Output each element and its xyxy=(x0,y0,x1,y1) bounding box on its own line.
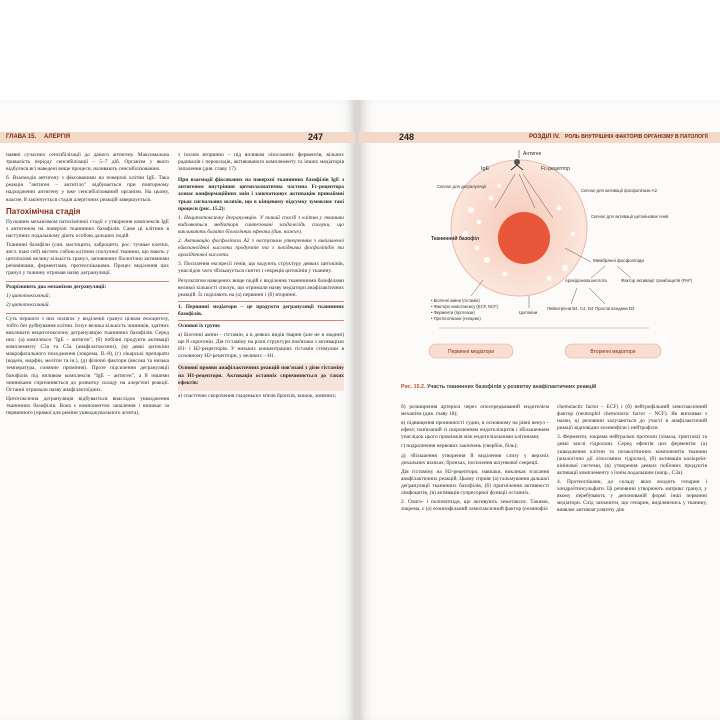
antigen-label: Антиген xyxy=(523,151,542,157)
antigen-icon xyxy=(514,159,520,165)
left-column-2 xyxy=(178,152,344,402)
section-title: Патохімічна стадія xyxy=(6,206,81,216)
left-page xyxy=(0,100,356,720)
subheading: 1. Первинні медіатори – це продукти дегрануляції тканинних базофілів. xyxy=(178,301,344,318)
ige-label: IgE xyxy=(481,166,490,172)
signal-cytokine-label: Сигнал для активації цитокінових генів xyxy=(591,214,669,219)
right-column-1 xyxy=(401,404,549,515)
bold-paragraph: При взаємодії фіксованих на поверхні тканинних базофілів IgE з антигеном внутрішня цитоплазматична частина Fc-рецептора зазнає конформаційних змін і започатковує активацію принаймні трьох сигнальних шляхів, що в кінцевому підсумку зумовлює такі процеси (рис. 15.2): xyxy=(178,177,344,212)
arachidonic-acid-label: Арахідонова кислота xyxy=(565,278,607,283)
signal-phospholipase-label: Сигнал для активації фосфоліпази A2 xyxy=(581,188,658,193)
list-item: 1. Нецитотоксичну дегрануляцію. У такий спосіб з клітин у тканини виділяються медіатори синтезовані заздалегідь сполуки, що викликають багато біологічних ефекти (див. нижче). xyxy=(178,214,344,235)
fc-receptor-label: Fc-рецептор xyxy=(541,166,570,172)
list-item: 3. Посилення експресії генів, що кодують структуру деяких цитокінів, унаслідок чого збільшується синтез і секреція цитокінів у тканину. xyxy=(178,261,344,275)
right-page xyxy=(359,100,720,720)
highlight-box xyxy=(6,281,169,314)
box-title: Розрізняють два механізми дегрануляції: xyxy=(6,283,107,290)
nucleus xyxy=(498,212,550,264)
leukotrienes-label: Лейкотрієни B4, C4, D4 xyxy=(547,306,594,311)
paragraph: 4. Протеоглікани, до складу яких входить гепарин і хондроїтинсульфати. Ці речовини утворюють матрикс гранул, у якому перебувають у депонованій формі інші первинні медіатори. Слід зазначити, що гепарин, виділяючись у тканину, виявляє антикоагулянтну дію xyxy=(557,478,707,514)
paragraph: 2. Олиго- і поліпептиди, що активують хемотаксис. Такими, зокрема, є (а) еозинофільний хемотаксичний фактор (еозинофіл xyxy=(401,499,549,513)
paragraph: наявні сучасних сенсибілізації до даного антигену. Максимальна тривалість періоду сенсибілізації – 5–7 діб. Організм у якого відбулися всі наведені вище процеси, називають сенсибілізованим. xyxy=(6,152,169,173)
part-label: РОЗДІЛ IV. xyxy=(529,134,560,140)
paragraph: Результатом наведених вище подій є виділення тканинними базофілами великої кількості сполук, що отримали назву медіатори анафілактичних реакцій. Їх поділяють на (а) первинні і (б) вторинні. xyxy=(178,277,344,298)
mast-cell-figure xyxy=(359,148,720,378)
primary-mediators-label: Первинні медіатори xyxy=(447,349,495,355)
highlight-box xyxy=(178,363,344,390)
secondary-mediators-label: Вторинні медіатори xyxy=(590,349,636,355)
part-title: РОЛЬ ВНУТРІШНІХ ФАКТОРІВ ОРГАНІЗМУ В ПАТОЛОГІЇ xyxy=(565,134,708,140)
box-text: Основні прояви анафілактичних реакцій пов'язані з дією гістаміну на H1-рецептори. Активація останніх спричиняється до таких ефектів: xyxy=(178,365,344,386)
cytokines-label: Цитокіни xyxy=(519,310,538,315)
paragraph: а) спастичне скорочення гладеньких м'язів бронхів, кишок, жовчних; xyxy=(178,392,337,399)
mediator-item: • Протеоглікани (гепарин) xyxy=(431,316,481,321)
figure-caption xyxy=(401,384,701,390)
subheading: Основні їх групи: xyxy=(178,320,344,330)
paragraph: Тканинні базофіли (син. мастоцити, лаброцити, рос. тучные клетки, англ. mast cell) містять собою клітини сполучної тканини, що мають у цитоплазмі велику кількість гранул, заповнених біологічно активними речовинами, ферментами, протеогліканами. Процес виділення цих гранул у тканину отримав назву дегрануляції. xyxy=(6,242,169,277)
paf-label: Фактор активації тромбоцитів (PAF) xyxy=(621,278,693,283)
box-item: 2) цитотоксичний. xyxy=(6,301,50,308)
paragraph: 3. Ферменти, зокрема нейтральні протеази (хімаза, триптаза) та деякі кислі гідролази. Серед ефектів цих ферментів: (а) ушкодження клітин та позаклітинних компонентів тканини (аналогічно дії лізосомних гідролаз), (б) активація калікреїн-кінінової системи, (в) утворення деяких побічних продуктів активації комплементу з їхнім подальшим (напр., С3а). xyxy=(557,434,707,476)
left-page-number: 247 xyxy=(308,132,324,142)
right-page-number: 248 xyxy=(399,132,415,142)
list-item: 2. Активацію фосфоліпази А2 з наступним утворенням з вивільненої ейкозаноїдної кислоти продуктів та з похідними фосфоліпідів та арахідонової кислоти. xyxy=(178,238,344,259)
left-running-header xyxy=(0,132,356,143)
paragraph: chemotactic factor – ECF) і (б) нейтрофільний хемотаксичний фактор (neutrophil chemotactic factor – NCF). Як випливає з назви, ці речовини залучаються до участі в анафілактичній реакції відповідно еозинофіли і нейтрофіли. xyxy=(557,404,707,432)
chapter-title: АЛЕРГІЯ xyxy=(44,134,71,140)
signal-degranulation-label: Сигнал для дегрануляції xyxy=(437,184,487,189)
mediator-item: • Біогенні аміни (гістамін) xyxy=(431,298,480,303)
right-running-header xyxy=(359,132,720,143)
paragraph: б. Взаємодія антигену з фіксованими на поверхні клітин IgE. Така реакція "антиген – антитіло" відбувається при повторному надходженні антигену у вже сенсибілізований організм. На цьому, власне, й закінчується стадія алергічних реакцій завершується. xyxy=(6,175,169,203)
paragraph: Пусковим механізмом патохімічної стадії є утворення комплексів IgE з антигеном на поверхні тканинних базофілів. Саме ці клітини в наступних подальшому діють особою дальших подій. xyxy=(6,218,169,239)
mast-cell-label: Тканинний базофіл xyxy=(431,236,480,242)
paragraph: д) збільшення утворення й виділення слизу у верхніх дихальних шляхах, бронхах, посилення шлункової секреції. xyxy=(401,452,549,466)
paragraph: Дія гістаміну на H2-рецептори, навпаки, викликає згасання анафілактичних реакцій. Цьому сприяє (а) гальмування дальшої дегрануляції тканинних базофілів, (б) пригнічення активності лімфоцитів, (в) активація супресорної функції останніх. xyxy=(401,468,549,497)
left-column-1 xyxy=(6,152,169,419)
prostaglandin-label: Простагландини D2 xyxy=(595,306,635,311)
mediator-item: • Фактори хемотаксису (ECF, NCF) xyxy=(431,304,499,309)
figure-number: Рис. 15.2. xyxy=(401,384,426,390)
paragraph: з ізолом вторинно – під впливом лізосомних ферментів, вільних радикалів і пероксидів, активованого комплементу та інших медіаторів запалення (див. главу 17). xyxy=(178,152,344,173)
right-column-2 xyxy=(557,404,707,516)
mediator-item: • Ферменти (протеази) xyxy=(431,310,475,315)
paragraph: а) Біогенні аміни – гістамін, а в деяких видів тварин (але не в людині) ще й серотонін. Дія гістаміну на різні структури пов'язана з активацією H1- і H2-рецепторів. У низьких концентраціях гістамін стимулює в основному H2-рецептори, у великих – H1. xyxy=(178,332,344,360)
box-item: 1) цитотоксичний; xyxy=(6,292,51,299)
paragraph: б) розширення артеріол через опосередкований ендотелієм механізм (див. главу 18); xyxy=(401,404,549,418)
membrane-phospholipids-label: Мембранні фосфоліпіди xyxy=(593,258,644,263)
paragraph: Цитотоксична дегрануляція відбувається внаслідок ушкодження тканинних базофілів. Вона є компонентом запалення і виникає за первинного (прямої для реміни ушкоджувального агента), xyxy=(6,395,169,416)
chapter-label: ГЛАВА 15. xyxy=(6,134,37,140)
paragraph: в) підвищення проникності судин, в основному на рівні венул – ефект, пов'язаний зі скороченням ендотеліоцитів і збільшенням унаслідок цього проміжків між ендотеліальними клітинами; xyxy=(401,420,549,441)
paragraph: Суть першого з них полягає у виділенні гранул цілком екзоцитозу, тобто без руйнування клітин. Існує велика кількість чинників, здатних викликати нецитотоксичну дегрануляцію тканинних базофілів. Серед них: (а) комплекси "IgE – антиген", (б) побічні продукти активації комплементу С3а та С5а (анафілатоксини), (в) деякі цитокіни макрофагального походження (зокрема, IL-8), (г) лікарські препарати (кодеїн, морфін, мелітін та ін.), (д) фізичні фактори (висока та низька температура, сонячне проміння). Проте підсилення дегрануляції базофілів під впливом комплексів "IgE – антиген", а й іншими чинниками спричиняється до розвитку складу на алергічні реакції. Останні отримали назву анафілактоїдних. xyxy=(6,315,169,393)
paragraph: г) подразнення нервових закінчень (свербіж, біль); xyxy=(401,443,518,450)
figure-caption-text: Участь тканинних базофілів у розвитку анафілактичних реакцій xyxy=(426,384,597,390)
